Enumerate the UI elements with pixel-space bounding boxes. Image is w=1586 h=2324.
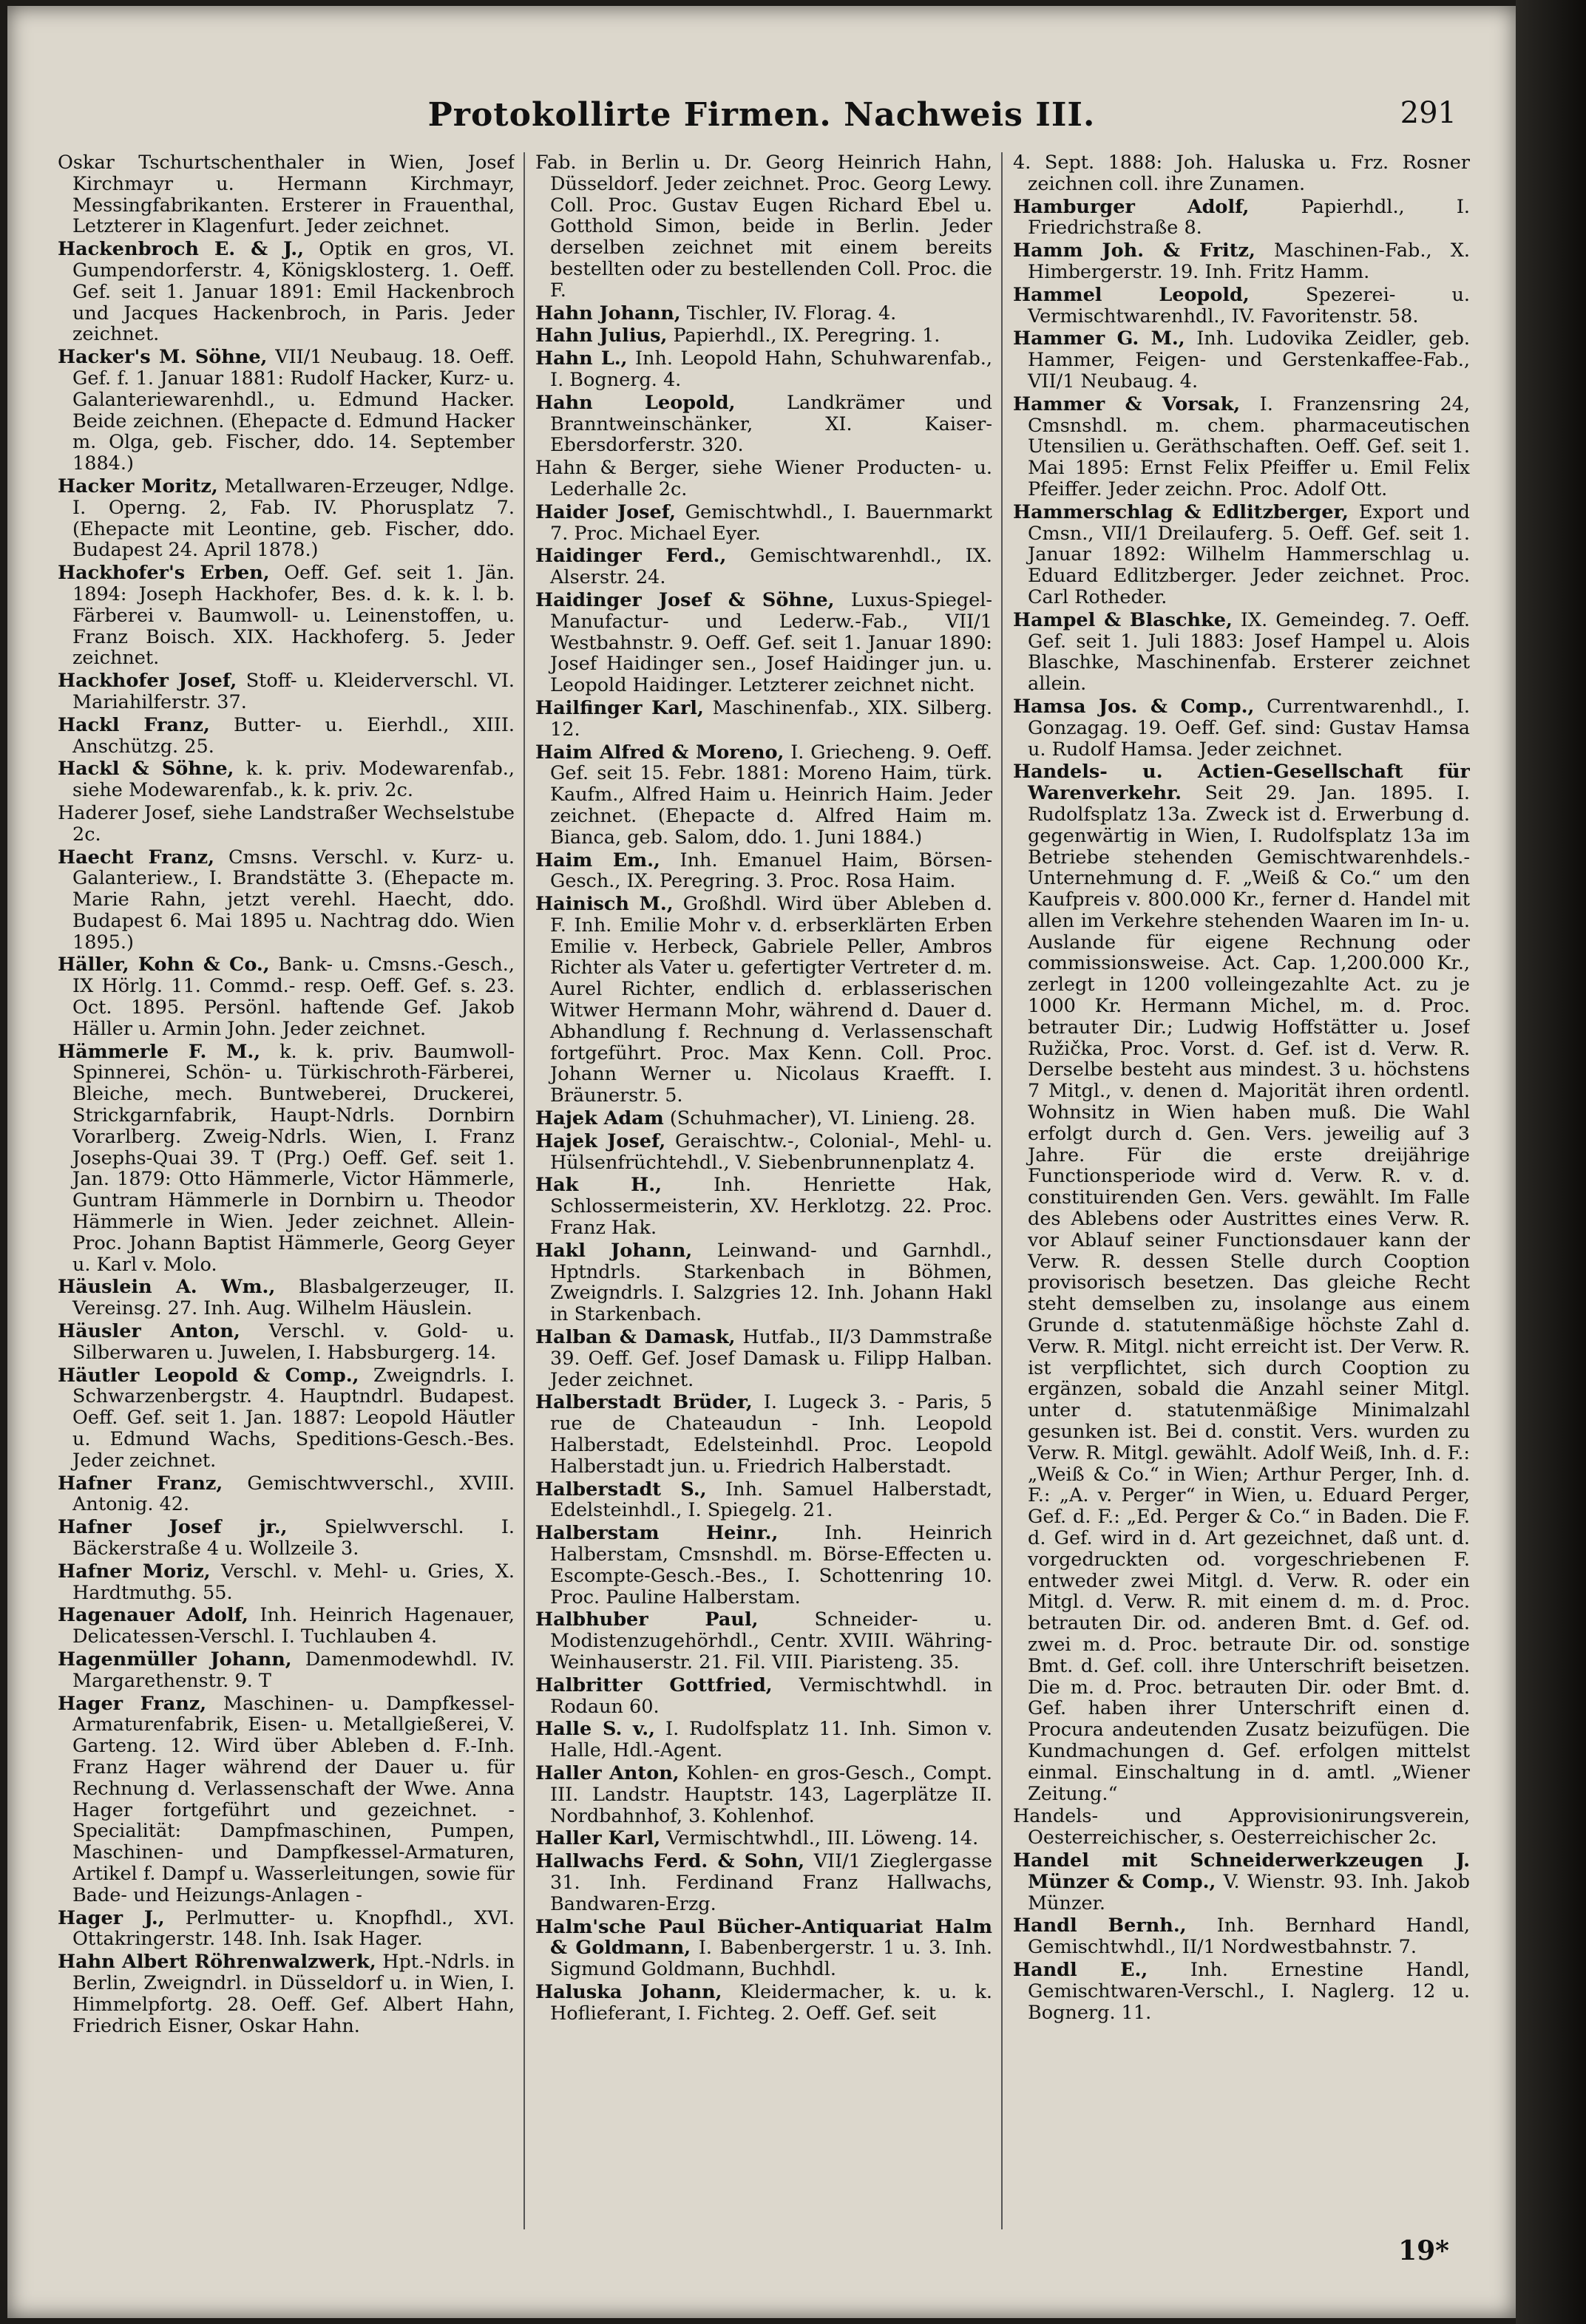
entry-text: Verschl. v. Mehl- u. Gries, X. Hardtmuthg. 55. [72,1560,515,1604]
firm-name: Hager Franz, [58,1692,207,1715]
firm-name: Hahn Julius, [535,325,668,347]
firm-name: Halle S. v., [535,1718,656,1741]
firm-name: Hamm Joh. & Fritz, [1013,239,1255,262]
firm-name: Handl Bernh., [1013,1914,1187,1937]
firm-name: Hacker's M. Söhne, [58,346,268,369]
directory-entry [1013,696,1470,760]
firm-name: Hamburger Adolf, [1013,195,1250,218]
firm-name: Hajek Adam [535,1107,664,1130]
entry-text: Inh. Heinrich Hagenauer, Delicatessen-Verschl. I. Tuchlauben 4. [72,1604,515,1648]
entry-text: V. Wienstr. 93. Inh. Jakob Münzer. [1028,1870,1470,1914]
firm-name: Häusler Anton, [58,1320,240,1343]
directory-entry [58,239,515,345]
directory-entry [535,1523,992,1608]
directory-entry [1013,240,1470,283]
entry-text: Geraischtw.-, Colonial-, Mehl- u. Hülsenfrüchtehdl., V. Siebenbrunnenplatz 4. [550,1129,992,1174]
firm-name: Hammerschlag & Edlitzberger, [1013,500,1349,523]
directory-entry [58,1693,515,1906]
entry-text: VII/1 Neubaug. 18. Oeff. Gef. f. 1. Januar 1881: Rudolf Hacker, Kurz- u. Galanteriewarenhdl., u. Edmund Hacker. Beide zeichnen. (Ehepacte d. Edmund Hacker m. Olga, geb. Fischer, ddo. 14. September 1884.) [72,346,515,475]
firm-name: Haller Anton, [535,1761,680,1784]
firm-name: Haller Karl, [535,1827,661,1850]
directory-entry [58,715,515,758]
entry-text: Stoff- u. Kleiderverschl. VI. Mariahilferstr. 37. [72,670,515,713]
firm-name: Hakl Johann, [535,1239,693,1262]
entry-text: I. Franzensring 24, Cmsnshdl. m. chem. pharmaceutischen Utensilien u. Geräthschaften. Oeff. Gef. seit 1. Mai 1895: Ernst Felix Pfeiffer u. Emil Felix Pfeiffer. Jeder zeichn. Proc. Adolf Ott. [1028,393,1470,500]
firm-name: Hammer & Vorsak, [1013,393,1241,415]
entry-text: (Schuhmacher), VI. Linieng. 28. [669,1107,976,1130]
entry-text: Spielwverschl. I. Bäckerstraße 4 u. Wollzeile 3. [72,1516,515,1560]
entry-text: Verschl. v. Gold- u. Silberwaren u. Juwelen, I. Habsburgerg. 14. [72,1320,515,1364]
entry-text: Haderer Josef, siehe Landstraßer Wechselstube 2c. [58,801,515,846]
entry-text: 4. Sept. 1888: Joh. Haluska u. Frz. Rosner zeichnen coll. ihre Zunamen. [1013,152,1470,195]
entry-text: Fab. in Berlin u. Dr. Georg Heinrich Hahn, Düsseldorf. Jeder zeichnet. Proc. Georg Lewy. Coll. Proc. Gustav Eugen Richard Ebel u. Gotthold Simon, beide in Berlin. Jeder derselben zeichnet mit einem bereits bestellten oder zu bestellenden Coll. Proc. die F. [535,152,992,302]
firm-name: Hämmerle F. M., [58,1040,261,1063]
entry-text: Oeff. Gef. seit 1. Jän. 1894: Joseph Hackhofer, Bes. d. k. k. l. b. Färberei v. Baumwoll- u. Leinenstoffen, u. Franz Boisch. XIX. Hackhoferg. 5. Jeder zeichnet. [72,562,515,670]
entry-text: Gemischtwverschl., XVIII. Antonig. 42. [72,1472,515,1516]
directory-entry [535,152,992,302]
entry-text: Vermischtwhdl., III. Löweng. 14. [666,1827,979,1850]
directory-entry [535,1479,992,1522]
firm-name: Haluska Johann, [535,1980,722,2003]
firm-name: Hafner Josef jr., [58,1516,288,1539]
directory-entry [58,1473,515,1516]
firm-name: Hajek Josef, [535,1129,666,1152]
directory-entry [58,1649,515,1692]
entry-text: Kleidermacher, k. u. k. Hoflieferant, I. Fichteg. 2. Oeff. Gef. seit [550,1980,992,2025]
entry-text: Seit 29. Jan. 1895. I. Rudolfsplatz 13a. Zweck ist d. Erwerbung d. gegenwärtig in Wien, I. Rudolfsplatz 13a im Betriebe stehenden Gemischtwarenhdels.-Unternehmung d. F. „Weiß & Co.“ um den Kaufpreis v. 800.000 Kr., ferner d. Handel mit allen im Verkehre stehenden Waaren im In- u. Auslande für eigene Rechnung oder commissionsweise. Act. Cap. 1,200.000 Kr., zerlegt in 1200 volleingezahlte Act. zu je 1000 Kr. Hermann Michel, m. d. Proc. betrauter Dir.; Ludwig Hoffstätter u. Josef Ružička, Proc. Vorst. d. Gef. ist d. Verw. R. Derselbe besteht aus mindest. 3 u. höchstens 7 Mitgl., v. denen d. Majorität ihren ordentl. Wohnsitz in Wien haben muß. Die Wahl erfolgt durch d. Gen. Vers. jeweilig auf 3 Jahre. Für die erste dreijährige Functionsperiode wird d. Verw. R. v. d. constituirenden Gen. Vers. gewählt. Im Falle des Ablebens oder Austrittes eines Verw. R. vor Ablauf seiner Functionsdauer kann der Verw. R. dessen Stelle durch Cooption provisorisch besetzen. Das gleiche Recht steht demselben zu, insolange aus einem Grunde d. statutenmäßige höchste Zahl d. Verw. R. Mitgl. nicht erreicht ist. Der Verw. R. ist verpflichtet, sich durch Cooption zu ergänzen, sobald die Anzahl seiner Mitgl. unter d. statutenmäßige Minimalzahl gesunken ist. Bei d. constit. Vers. wurden zu Verw. R. Mitgl. gewählt. Adolf Weiß, Inh. d. F.: „Weiß & Co.“ in Wien; Arthur Perger, Inh. d. F.: „A. v. Perger“ in Wien, u. Eduard Perger, Gef. d. F.: „Ed. Perger & Co.“ in Baden. Die F. d. Gef. wird in d. Art gezeichnet, daß unt. d. vorgedruckten od. vorgeschriebenen F. entweder zwei Mitgl. d. Verw. R. oder ein Mitgl. d. Verw. R. mit einem d. m. d. Proc. betrauten Dir. od. anderen Bmt. d. Gef. od. zwei m. d. Proc. betraute Dir. od. sonstige Bmt. d. Gef. coll. ihre Unterschrift beisetzen. Die m. d. Proc. betrauten Dir. oder Bmt. d. Gef. haben ihrer Unterschrift einen d. Procura andeutenden Zusatz beizufügen. Die Kundmachungen d. Gef. erfolgen mittelst einmal. Einschaltung in d. amtl. „Wiener Zeitung.“ [1028,782,1470,1805]
entry-text: k. k. priv. Baumwoll-Spinnerei, Schön- u. Türkischroth-Färberei, Bleiche, mech. Buntweberei, Druckerei, Strickgarnfabrik, Haupt-Ndrls. Dornbirn Vorarlberg. Zweig-Ndrls. Wien, I. Franz Josephs-Quai 39. T (Prg.) Oeff. Gef. seit 1. Jan. 1879: Otto Hämmerle, Victor Hämmerle, Guntram Hämmerle in Dornbirn u. Theodor Hämmerle in Wien. Jeder zeichnet. Allein-Proc. Johann Baptist Hämmerle, Georg Geyer u. Karl v. Molo. [72,1040,515,1276]
firm-name: Halberstadt S., [535,1478,707,1501]
column-divider [1001,152,1003,2229]
entry-text: Gemischtwarenhdl., IX. Alserstr. 24. [550,545,992,589]
firm-name: Hammer G. M., [1013,327,1185,350]
entry-text: Papierhdl., IX. Peregring. 1. [673,325,941,347]
entry-text: Maschinen-Fab., X. Himbergerstr. 19. Inh. Fritz Hamm. [1028,239,1470,283]
firm-name: Hackhofer's Erben, [58,562,270,585]
entry-text: Maschinen- u. Dampfkessel-Armaturenfabrik, Eisen- u. Metallgießerei, V. Garteng. 12. Wird über Ableben d. F.-Inh. Franz Hager während der Dauer u. für Rechnung d. Verlassenschaft der Wwe. Anna Hager fortgeführt und gezeichnet. -Specialität: Dampfmaschinen, Pumpen, Maschinen- und Dampfkessel-Armaturen, Artikel f. Dampf u. Wasserleitungen, sowie für Bade- und Heizungs-Anlagen - [72,1692,515,1906]
firm-name: Handl E., [1013,1958,1148,1981]
firm-name: Halbritter Gottfried, [535,1674,773,1696]
firm-name: Hacker Moritz, [58,475,218,497]
firm-name: Häutler Leopold & Comp., [58,1364,359,1387]
directory-entry [58,1277,515,1319]
directory-entry [535,1917,992,1980]
directory-entry [1013,197,1470,239]
firm-name: Hagenauer Adolf, [58,1604,248,1627]
directory-entry [58,758,515,801]
firm-name: Handel mit Schneiderwerkzeugen J. Münzer & Comp., [1013,1849,1470,1893]
entry-text: IX. Gemeindeg. 7. Oeff. Gef. seit 1. Juli 1883: Josef Hampel u. Alois Blaschke, Maschinenfab. Ersterer zeichnet allein. [1028,608,1470,696]
firm-name: Halm'sche Paul Bücher-Antiquariat Halm & Goldmann, [535,1915,992,1960]
firm-name: Häuslein A. Wm., [58,1276,276,1299]
firm-name: Hafner Franz, [58,1472,223,1495]
directory-entry [535,1175,992,1238]
entry-text: Export und Cmsn., VII/1 Dreilauferg. 5. Oeff. Gef. seit 1. Januar 1892: Wilhelm Hammerschlag u. Eduard Edlitzberger. Jeder zeichnet. Proc. Carl Rotheder. [1028,500,1470,608]
entry-text: Optik en gros, VI. Gumpendorferstr. 4, Königsklosterg. 1. Oeff. Gef. seit 1. Januar 1891: Emil Hackenbroch und Jacques Hackenbroch, in Paris. Jeder zeichnet. [72,238,515,346]
directory-entry [1013,502,1470,608]
page-title: Protokollirte Firmen. Nachweis III. [427,96,1096,134]
firm-name: Hak H., [535,1174,662,1197]
directory-entry [535,698,992,741]
firm-name: Haecht Franz, [58,846,214,869]
firm-name: Hailfinger Karl, [535,696,704,719]
directory-entry [535,1719,992,1761]
directory-entry [535,1240,992,1325]
firm-name: Hahn Leopold, [535,391,736,414]
entry-text: Vermischtwhdl. in Rodaun 60. [550,1674,992,1718]
firm-name: Hammel Leopold, [1013,283,1250,306]
entry-text: Landkrämer und Branntweinschänker, XI. Kaiser-Ebersdorferstr. 320. [550,391,992,457]
entry-text: Inh. Heinrich Halberstam, Cmsnshdl. m. Börse-Effecten u. Escompte-Gesch.-Bes., I. Schottenring 10. Proc. Pauline Halberstam. [550,1522,992,1608]
page-header [7,89,1516,148]
firm-name: Halberstadt Brüder, [535,1391,753,1414]
entry-text: Kohlen- en gros-Gesch., Compt. III. Landstr. Hauptstr. 143, Lagerplätze II. Nordbahnhof, 3. Kohlenhof. [550,1761,992,1827]
directory-entry [535,590,992,696]
directory-entry [58,1605,515,1648]
entry-text: Cmsns. Verschl. v. Kurz- u. Galanteriew., I. Brandstätte 3. (Ehepacte m. Marie Rahn, jetzt verehl. Haecht, ddo. Budapest 6. Mai 1895 u. Nachtrag ddo. Wien 1895.) [72,846,515,954]
directory-entry [535,1828,992,1849]
directory-entry [58,1517,515,1560]
firm-name: Hagenmüller Johann, [58,1648,292,1671]
entry-text: Leinwand- und Garnhdl., Hptndrls. Starkenbach in Böhmen, Zweigndrls. I. Salzgries 12. Inh. Johann Hakl in Starkenbach. [550,1239,992,1326]
directory-entry [535,1982,992,2025]
directory-entry [535,1851,992,1914]
firm-name: Haidinger Josef & Söhne, [535,588,835,611]
entry-text: Hutfab., II/3 Dammstraße 39. Oeff. Gef. Josef Damask u. Filipp Halban. Jeder zeichnet. [550,1326,992,1391]
directory-entry [58,1908,515,1951]
firm-name: Hahn Johann, [535,302,681,325]
entry-text: Zweigndrls. I. Schwarzenbergstr. 4. Hauptndrl. Budapest. Oeff. Gef. seit 1. Jan. 1887: Leopold Häutler u. Edmund Wachs, Speditions-Gesch.-Bes. Jeder zeichnet. [72,1364,515,1472]
firm-name: Handels- u. Actien-Gesellschaft für Warenverkehr. [1013,761,1470,805]
directory-entry [535,303,992,325]
directory-entry [1013,1960,1470,2023]
entry-text: Hpt.-Ndrls. in Berlin, Zweigndrl. in Düsseldorf u. in Wien, I. Himmelpfortg. 28. Oeff. Gef. Albert Hahn, Friedrich Eisner, Oskar Hahn. [72,1951,515,2037]
directory-entry [535,1609,992,1673]
directory-entry [58,347,515,475]
firm-name: Halberstam Heinr., [535,1522,779,1545]
column-3 [1013,152,1470,2229]
directory-entry [535,894,992,1107]
entry-text: Inh. Ernestine Handl, Gemischtwaren-Verschl., I. Naglerg. 12 u. Bognerg. 11. [1028,1958,1470,2024]
directory-entry [58,954,515,1039]
directory-entry [58,670,515,713]
entry-text: Handels- und Approvisionirungsverein, Oesterreichischer, s. Oesterreichischer 2c. [1013,1805,1470,1849]
directory-entry [1013,1806,1470,1849]
firm-name: Halban & Damask, [535,1326,736,1349]
entry-text: Papierhdl., I. Friedrichstraße 8. [1028,195,1470,239]
directory-page [7,6,1516,2318]
directory-entry [535,1392,992,1477]
firm-name: Hahn Albert Röhrenwalzwerk, [58,1951,376,1974]
entry-text: Inh. Leopold Hahn, Schuhwarenfab., I. Bognerg. 4. [550,347,992,391]
firm-name: Hackl Franz, [58,713,210,736]
directory-entry [58,563,515,669]
directory-entry [58,476,515,561]
dark-page-edge [1516,0,1586,2324]
firm-name: Hainisch M., [535,893,674,916]
entry-text: Spezerei- u. Vermischtwarenhdl., IV. Favoritenstr. 58. [1028,283,1470,327]
entry-text: Oskar Tschurtschenthaler in Wien, Josef Kirchmayr u. Hermann Kirchmayr, Messingfabrikanten. Ersterer in Frauenthal, Letzterer in Klagenfurt. Jeder zeichnet. [58,152,515,238]
entry-text: Blasbalgerzeuger, II. Vereinsg. 27. Inh. Aug. Wilhelm Häuslein. [72,1276,515,1320]
firm-name: Hackenbroch E. & J., [58,238,304,261]
entry-text: Gemischtwhdl., I. Bauernmarkt 7. Proc. Michael Eyer. [550,500,992,545]
entry-text: Tischler, IV. Florag. 4. [686,302,897,325]
entry-text: Currentwarenhdl., I. Gonzagag. 19. Oeff. Gef. sind: Gustav Hamsa u. Rudolf Hamsa. Jeder zeichnet. [1028,695,1470,761]
directory-entry [1013,1915,1470,1958]
firm-name: Hager J., [58,1906,165,1929]
entry-text: Damenmodewhdl. IV. Margarethenstr. 9. T [72,1648,515,1692]
directory-entry [535,1675,992,1718]
directory-entry [58,152,515,237]
directory-entry [1013,394,1470,500]
directory-entry [58,1951,515,2036]
directory-entry [535,458,992,500]
directory-entry [58,803,515,846]
directory-entry [58,1321,515,1364]
directory-entry [535,1131,992,1174]
entry-text: Luxus-Spiegel-Manufactur- und Lederw.-Fab., VII/1 Westbahnstr. 9. Oeff. Gef. seit 1. Januar 1890: Josef Haidinger sen., Josef Haidinger jun. u. Leopold Haidinger. Letzterer zeichnet nicht. [550,588,992,697]
firm-name: Hamsa Jos. & Comp., [1013,695,1255,718]
directory-entry [535,325,992,347]
directory-entry [535,850,992,893]
column-1 [58,152,515,2229]
page-number: 291 [1400,96,1457,130]
entry-text: Inh. Emanuel Haim, Börsen-Gesch., IX. Peregring. 3. Proc. Rosa Haim. [550,849,992,893]
directory-entry [58,1042,515,1276]
directory-entry [1013,610,1470,695]
entry-text: Metallwaren-Erzeuger, Ndlge. I. Operng. 2, Fab. IV. Phorusplatz 7. (Ehepacte mit Leontine, geb. Fischer, ddo. Budapest 24. April 1878.) [72,475,515,562]
firm-name: Haidinger Ferd., [535,545,727,568]
entry-text: I. Griecheng. 9. Oeff. Gef. seit 15. Febr. 1881: Moreno Haim, türk. Kaufm., Alfred Haim u. Heinrich Haim. Jeder zeichnet. (Ehepacte d. Alfred Haim m. Bianca, geb. Salom, ddo. 1. Juni 1884.) [550,741,992,849]
entry-text: Inh. Bernhard Handl, Gemischtwhdl., II/1 Nordwestbahnstr. 7. [1028,1914,1470,1959]
firm-name: Hampel & Blaschke, [1013,608,1233,631]
firm-name: Haider Josef, [535,500,677,523]
entry-text: I. Rudolfsplatz 11. Inh. Simon v. Halle, Hdl.-Agent. [550,1718,992,1762]
directory-entry [1013,285,1470,327]
entry-text: Inh. Ludovika Zeidler, geb. Hammer, Feigen- und Gerstenkaffee-Fab., VII/1 Neubaug. 4. [1028,327,1470,393]
directory-entry [535,1327,992,1390]
entry-text: I. Babenbergerstr. 1 u. 3. Inh. Sigmund Goldmann, Buchhdl. [550,1937,992,1981]
directory-entry [535,1763,992,1827]
firm-name: Hallwachs Ferd. & Sohn, [535,1850,805,1873]
directory-entry [1013,1850,1470,1914]
entry-text: Inh. Henriette Hak, Schlossermeisterin, XV. Herklotzg. 22. Proc. Franz Hak. [550,1174,992,1240]
directory-entry [1013,328,1470,392]
firm-name: Halbhuber Paul, [535,1608,759,1631]
entry-text: Maschinenfab., XIX. Silberg. 12. [550,696,992,741]
entry-text: Hahn & Berger, siehe Wiener Producten- u. Lederhalle 2c. [535,457,992,500]
signature-mark: 19* [1398,2235,1449,2266]
firm-name: Haim Alfred & Moreno, [535,741,784,764]
entry-text: Butter- u. Eierhdl., XIII. Anschützg. 25. [72,713,515,758]
directory-entry [58,847,515,954]
firm-name: Hafner Moriz, [58,1560,211,1583]
directory-entry [1013,761,1470,1804]
directory-entry [58,1561,515,1604]
entry-text: k. k. priv. Modewarenfab., siehe Modewarenfab., k. k. priv. 2c. [72,758,515,802]
firm-name: Hahn L., [535,347,628,370]
entry-text: Bank- u. Cmsns.-Gesch., IX Hörlg. 11. Commd.- resp. Oeff. Gef. s. 23. Oct. 1895. Persönl. haftende Gef. Jakob Häller u. Armin John. Jeder zeichnet. [72,954,515,1040]
directory-entry [535,502,992,545]
firm-name: Hackl & Söhne, [58,758,234,781]
entry-text: Perlmutter- u. Knopfhdl., XVI. Ottakringerstr. 148. Inh. Isak Hager. [72,1906,515,1951]
entry-text: Inh. Samuel Halberstadt, Edelsteinhdl., I. Spiegelg. 21. [550,1478,992,1522]
directory-entry [535,348,992,391]
directory-entry [535,393,992,456]
firm-name: Häller, Kohn & Co., [58,954,270,976]
directory-entry [535,1108,992,1129]
directory-entry [535,546,992,588]
column-divider [523,152,525,2229]
entry-text: VII/1 Zieglergasse 31. Inh. Ferdinand Franz Hallwachs, Bandwaren-Erzg. [550,1850,992,1915]
entry-text: Großhdl. Wird über Ableben d. F. Inh. Emilie Mohr v. d. erbserklärten Erben Emilie v. Herbeck, Gabriele Peller, Ambros Richter als Vater u. gefertigter Vertreter d. m. Aurel Richter, endlich d. erblasserischen Witwer Hermann Mohr, während d. Dauer d. Abhandlung f. Rechnung d. Verlassenschaft fortgeführt. Proc. Max Kenn. Coll. Proc. Johann Werner u. Nicolaus Kraefft. I. Bräunerstr. 5. [550,893,992,1107]
entry-text: I. Lugeck 3. - Paris, 5 rue de Chateaudun - Inh. Leopold Halberstadt, Edelsteinhdl. Proc. Leopold Halberstadt jun. u. Friedrich Halberstadt. [550,1391,992,1478]
columns [58,152,1470,2229]
directory-entry [535,742,992,849]
directory-entry [1013,152,1470,195]
column-2 [535,152,992,2229]
directory-entry [58,1365,515,1472]
entry-text: Schneider- u. Modistenzugehörhdl., Centr. XVIII. Währing-Weinhauserstr. 21. Fil. VIII. Piaristeng. 35. [550,1608,992,1674]
firm-name: Haim Em., [535,849,660,872]
firm-name: Hackhofer Josef, [58,670,237,693]
